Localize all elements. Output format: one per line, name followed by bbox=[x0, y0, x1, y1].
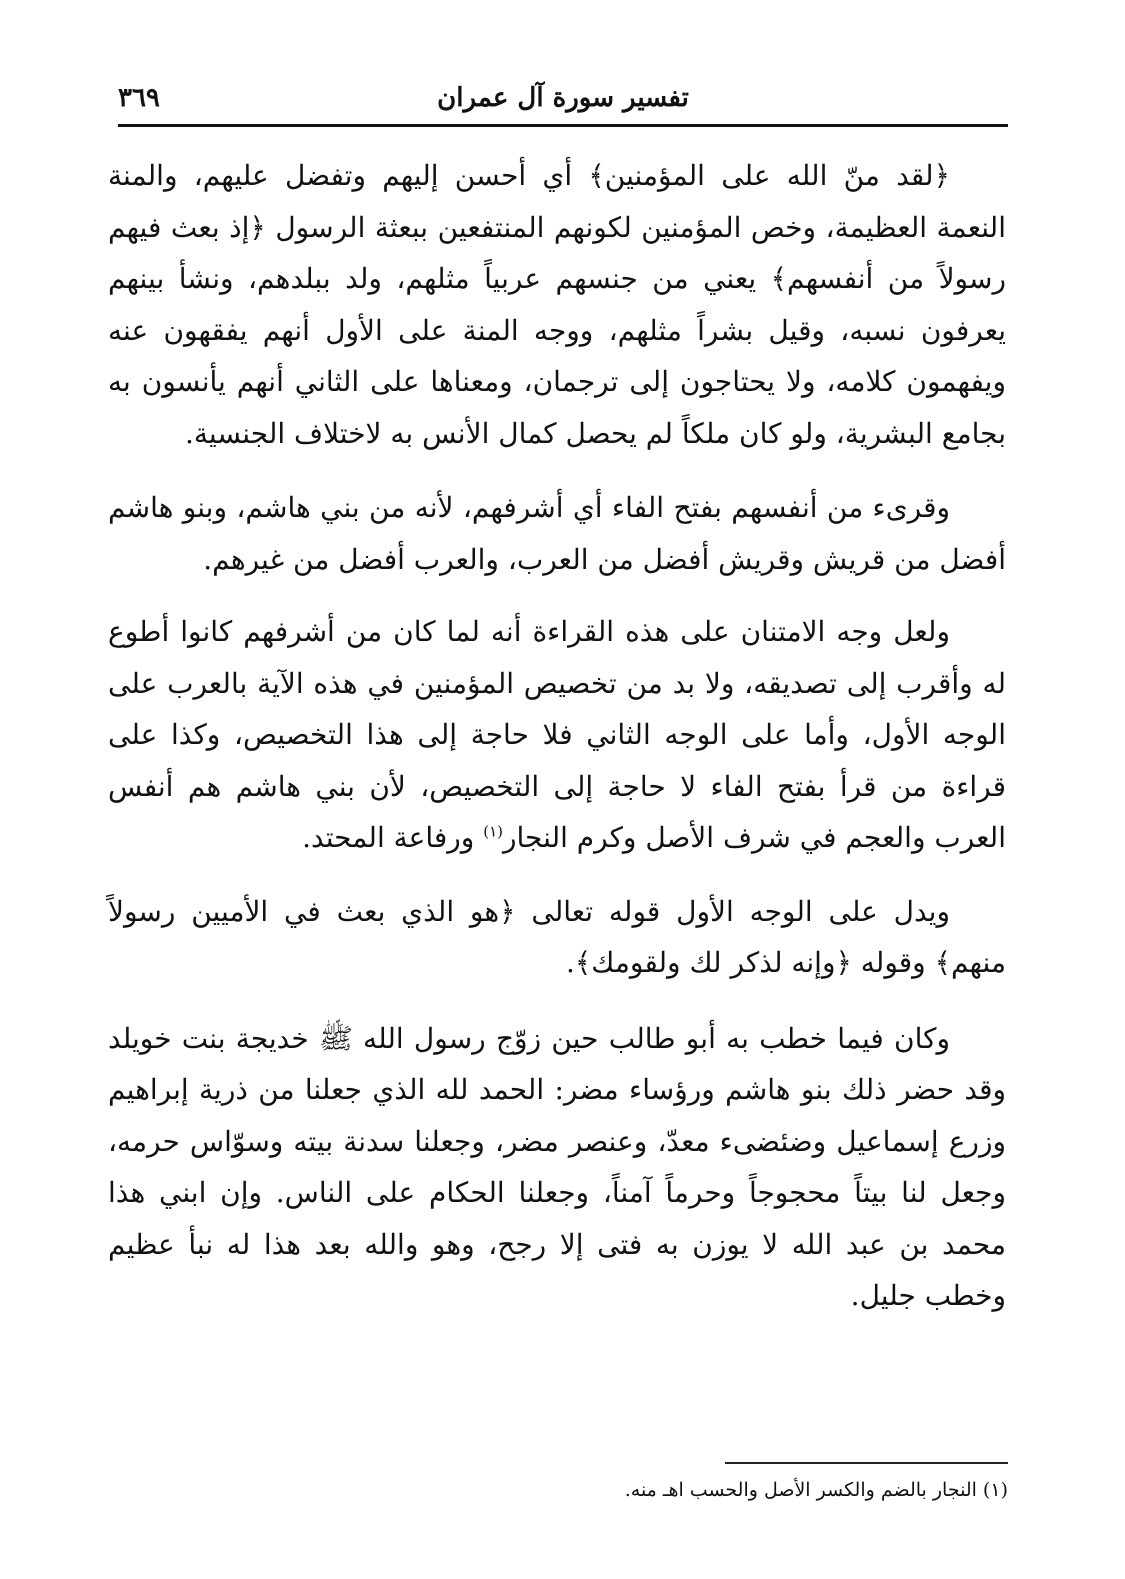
paragraph-3-text: ولعل وجه الامتنان على هذه القراءة أنه لما كان من أشرفهم كانوا أطوع له وأقرب إلى تصديقه، ولا بد من تخصيص المؤمنين في هذه الآية بالعرب على الوجه الأول، وأما على الوجه الثاني فلا حاجة إلى هذا التخصيص، وكذا على قراءة من قرأ بفتح الفاء لا حاجة إلى التخصيص، لأن بني هاشم هم أنفس العرب والعجم في شرف الأصل وكرم النجار bbox=[108, 615, 1006, 854]
paragraph-2: وقرىء من أنفسهم بفتح الفاء أي أشرفهم، لأنه من بني هاشم، وبنو هاشم أفضل من قريش وقريش أفضل من العرب، والعرب أفضل من غيرهم. bbox=[108, 491, 1006, 576]
body-text bbox=[108, 150, 1006, 1322]
footnote: (١) النجار بالضم والكسر الأصل والحسب اهـ منه. bbox=[624, 1479, 1008, 1501]
chapter-title: تفسير سورة آل عمران bbox=[437, 83, 689, 113]
paragraph-5: وكان فيما خطب به أبو طالب حين زوّج رسول الله ﷺ خديجة بنت خويلد وقد حضر ذلك بنو هاشم ورؤساء مضر: الحمد لله الذي جعلنا من ذرية إبراهيم وزرع إسماعيل وضئضىء معدّ، وعنصر مضر، وجعلنا سدنة بيته وسوّاس حرمه، وجعل لنا بيتاً محجوجاً وحرماً آمناً، وجعلنا الحكام على الناس. وإن ابني هذا محمد بن عبد الله لا يوزن به فتى إلا رجح، وهو والله بعد هذا له نبأ عظيم وخطب جليل. bbox=[108, 1021, 1006, 1312]
footnote-rule bbox=[725, 1462, 1008, 1464]
paragraph-1: ﴿لقد منّ الله على المؤمنين﴾ أي أحسن إليهم وتفضل عليهم، والمنة النعمة العظيمة، وخص المؤمنين لكونهم المنتفعين ببعثة الرسول ﴿إذ بعث فيهم رسولاً من أنفسهم﴾ يعني من جنسهم عربياً مثلهم، ولد ببلدهم، ونشأ بينهم يعرفون نسبه، وقيل بشراً مثلهم، ووجه المنة على الأول أنهم يفقهون عنه ويفهمون كلامه، ولا يحتاجون إلى ترجمان، ومعناها على الثاني أنهم يأنسون به بجامع البشرية، ولو كان ملكاً لم يحصل كمال الأنس به لاختلاف الجنسية. bbox=[108, 159, 1006, 450]
paragraph-3-text-end: ورفاعة المحتد. bbox=[302, 821, 484, 854]
page-number: ٣٦٩ bbox=[118, 83, 160, 113]
header-rule bbox=[118, 124, 1008, 127]
running-header bbox=[118, 78, 1008, 118]
paragraph-3 bbox=[108, 606, 1006, 864]
paragraph-4: ويدل على الوجه الأول قوله تعالى ﴿هو الذي بعث في الأميين رسولاً منهم﴾ وقوله ﴿وإنه لذكر لك ولقومك﴾. bbox=[108, 894, 1006, 979]
footnote-reference: (١) bbox=[483, 822, 503, 841]
